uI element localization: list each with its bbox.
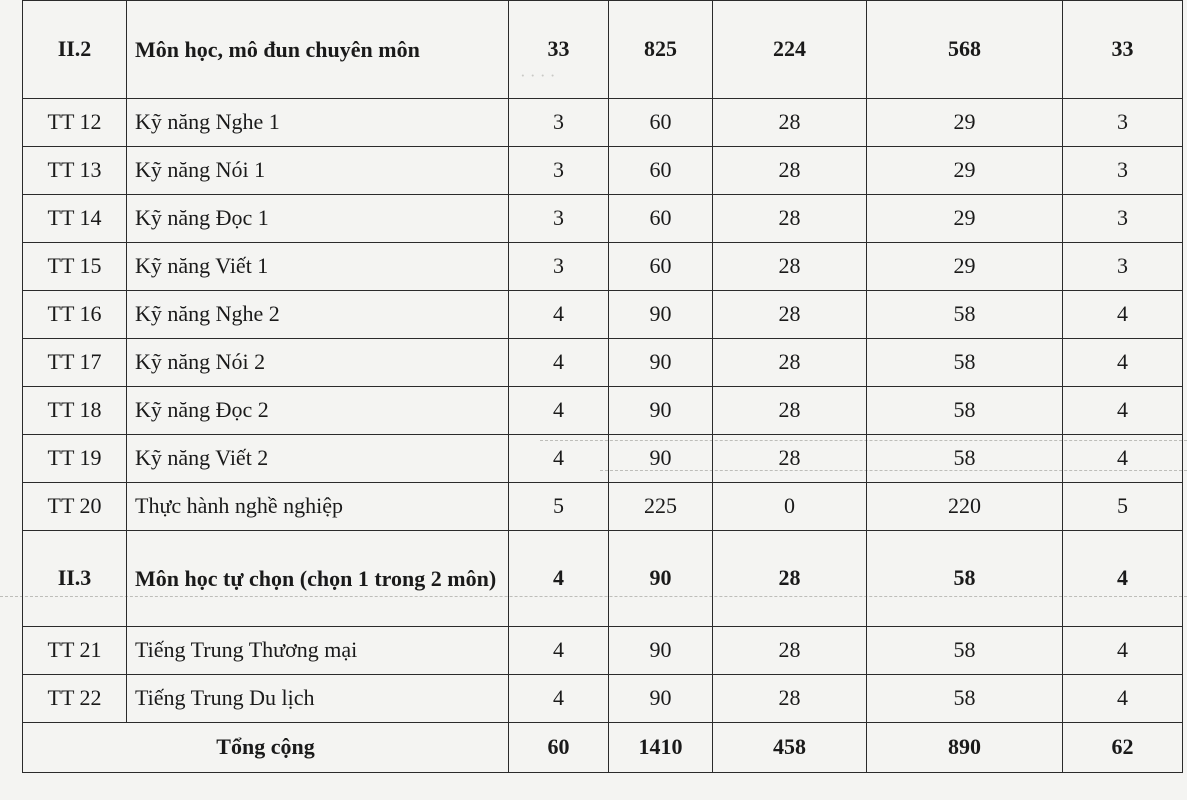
table-row (23, 243, 1183, 291)
row-credits: 4 (509, 387, 609, 435)
row-code: II.2 (23, 1, 127, 99)
row-code: TT 14 (23, 195, 127, 243)
row-total-hours: 90 (609, 435, 713, 483)
row-code: TT 12 (23, 99, 127, 147)
total-theory: 458 (713, 723, 867, 773)
row-name: Kỹ năng Viết 2 (127, 435, 509, 483)
table-row (23, 195, 1183, 243)
row-exam: 4 (1063, 339, 1183, 387)
row-exam: 4 (1063, 291, 1183, 339)
row-credits: 4 (509, 531, 609, 627)
row-name: Tiếng Trung Du lịch (127, 675, 509, 723)
row-practice: 58 (867, 627, 1063, 675)
row-total-hours: 90 (609, 291, 713, 339)
table-row-total (23, 723, 1183, 773)
row-practice: 58 (867, 675, 1063, 723)
row-credits: 33 (509, 1, 609, 99)
row-name: Tiếng Trung Thương mại (127, 627, 509, 675)
total-label: Tổng cộng (23, 723, 509, 773)
table-body (23, 1, 1183, 773)
total-practice: 890 (867, 723, 1063, 773)
row-practice: 58 (867, 387, 1063, 435)
row-practice: 58 (867, 291, 1063, 339)
row-practice: 58 (867, 435, 1063, 483)
row-total-hours: 60 (609, 147, 713, 195)
row-total-hours: 90 (609, 387, 713, 435)
table-row (23, 291, 1183, 339)
row-credits: 3 (509, 99, 609, 147)
row-practice: 220 (867, 483, 1063, 531)
row-theory: 28 (713, 387, 867, 435)
row-theory: 28 (713, 675, 867, 723)
bleed-through-text: · · · · (520, 66, 556, 85)
row-total-hours: 60 (609, 243, 713, 291)
table-row (23, 435, 1183, 483)
row-name: Kỹ năng Nói 2 (127, 339, 509, 387)
row-exam: 4 (1063, 531, 1183, 627)
row-credits: 3 (509, 243, 609, 291)
row-credits: 4 (509, 435, 609, 483)
row-exam: 4 (1063, 675, 1183, 723)
row-total-hours: 825 (609, 1, 713, 99)
row-name: Môn học tự chọn (chọn 1 trong 2 môn) (127, 531, 509, 627)
row-code: TT 21 (23, 627, 127, 675)
row-code: TT 18 (23, 387, 127, 435)
table-row-section (23, 531, 1183, 627)
row-theory: 28 (713, 99, 867, 147)
row-name: Kỹ năng Nói 1 (127, 147, 509, 195)
row-code: TT 16 (23, 291, 127, 339)
row-total-hours: 60 (609, 99, 713, 147)
row-code: TT 19 (23, 435, 127, 483)
row-credits: 3 (509, 195, 609, 243)
row-code: TT 15 (23, 243, 127, 291)
row-exam: 4 (1063, 435, 1183, 483)
row-total-hours: 90 (609, 627, 713, 675)
total-hours: 1410 (609, 723, 713, 773)
row-theory: 28 (713, 243, 867, 291)
row-practice: 568 (867, 1, 1063, 99)
table-row-section (23, 1, 1183, 99)
row-practice: 29 (867, 147, 1063, 195)
row-practice: 29 (867, 243, 1063, 291)
row-credits: 5 (509, 483, 609, 531)
row-theory: 28 (713, 339, 867, 387)
row-theory: 224 (713, 1, 867, 99)
row-total-hours: 90 (609, 675, 713, 723)
row-name: Kỹ năng Đọc 1 (127, 195, 509, 243)
curriculum-table (22, 0, 1183, 773)
row-name: Thực hành nghề nghiệp (127, 483, 509, 531)
row-credits: 4 (509, 291, 609, 339)
row-theory: 28 (713, 147, 867, 195)
row-name: Môn học, mô đun chuyên môn (127, 1, 509, 99)
row-name: Kỹ năng Nghe 1 (127, 99, 509, 147)
row-exam: 3 (1063, 243, 1183, 291)
row-credits: 4 (509, 675, 609, 723)
row-practice: 58 (867, 531, 1063, 627)
row-theory: 28 (713, 435, 867, 483)
row-code: TT 22 (23, 675, 127, 723)
row-exam: 33 (1063, 1, 1183, 99)
total-exam: 62 (1063, 723, 1183, 773)
row-exam: 4 (1063, 387, 1183, 435)
row-theory: 28 (713, 531, 867, 627)
row-total-hours: 60 (609, 195, 713, 243)
row-name: Kỹ năng Nghe 2 (127, 291, 509, 339)
row-code: TT 20 (23, 483, 127, 531)
row-total-hours: 225 (609, 483, 713, 531)
row-theory: 28 (713, 627, 867, 675)
row-exam: 3 (1063, 195, 1183, 243)
row-theory: 28 (713, 195, 867, 243)
row-practice: 29 (867, 195, 1063, 243)
row-exam: 3 (1063, 147, 1183, 195)
row-exam: 4 (1063, 627, 1183, 675)
row-total-hours: 90 (609, 531, 713, 627)
row-code: TT 13 (23, 147, 127, 195)
row-credits: 4 (509, 339, 609, 387)
table-row (23, 387, 1183, 435)
table-row (23, 483, 1183, 531)
row-exam: 3 (1063, 99, 1183, 147)
table-row (23, 627, 1183, 675)
table-row (23, 147, 1183, 195)
table-row (23, 99, 1183, 147)
row-total-hours: 90 (609, 339, 713, 387)
row-practice: 58 (867, 339, 1063, 387)
row-theory: 0 (713, 483, 867, 531)
row-exam: 5 (1063, 483, 1183, 531)
row-code: TT 17 (23, 339, 127, 387)
row-name: Kỹ năng Đọc 2 (127, 387, 509, 435)
row-credits: 4 (509, 627, 609, 675)
total-credits: 60 (509, 723, 609, 773)
table-row (23, 675, 1183, 723)
table-row (23, 339, 1183, 387)
row-name: Kỹ năng Viết 1 (127, 243, 509, 291)
row-practice: 29 (867, 99, 1063, 147)
row-code: II.3 (23, 531, 127, 627)
row-theory: 28 (713, 291, 867, 339)
row-credits: 3 (509, 147, 609, 195)
